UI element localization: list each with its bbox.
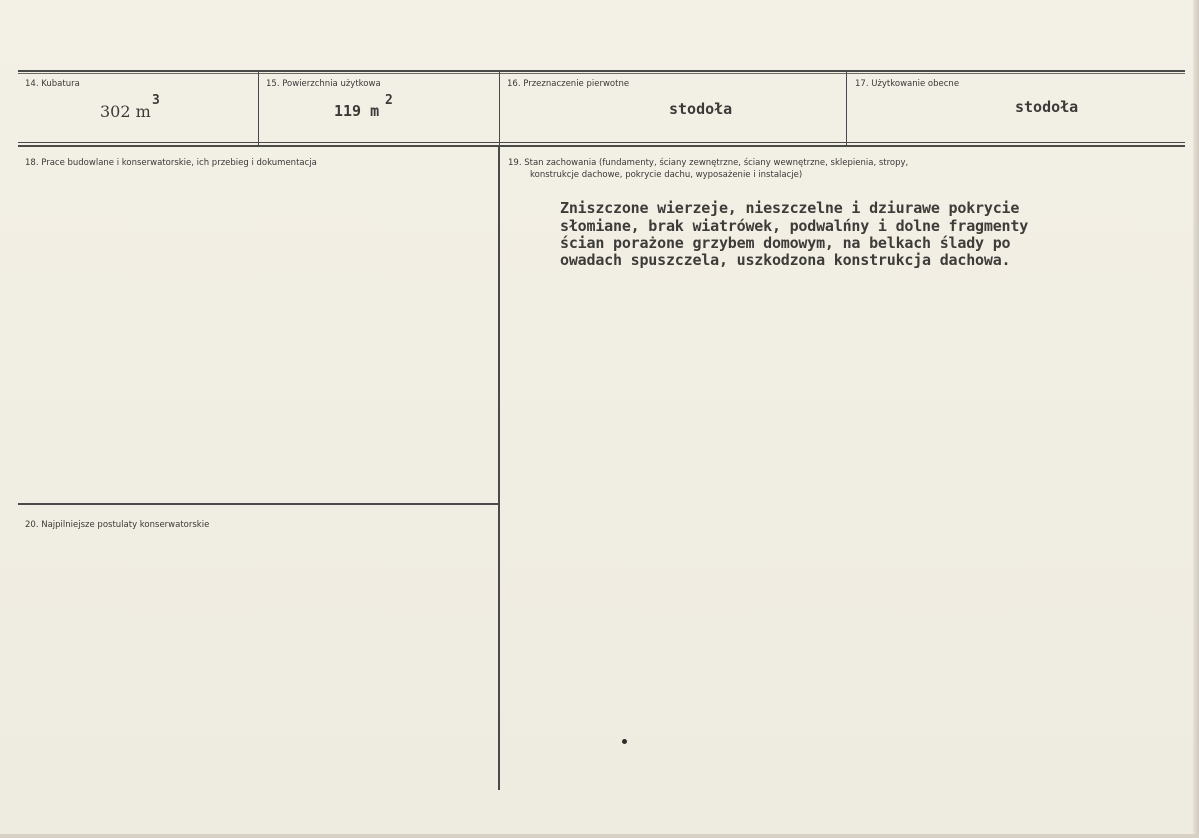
field-15-sup: 2: [385, 93, 393, 108]
field-14-label: 14. Kubatura: [25, 79, 80, 89]
field-14-value: 302 m: [100, 102, 151, 121]
field-20-label: 20. Najpilniejsze postulaty konserwatorskie: [25, 520, 210, 530]
field-15-value: 119 m: [334, 102, 380, 120]
field-15-label: 15. Powierzchnia użytkowa: [266, 79, 381, 89]
top-rule-thin: [18, 73, 1185, 74]
divider-15-16: [499, 72, 500, 145]
field-16-label: 16. Przeznaczenie pierwotne: [507, 79, 630, 89]
condition-text-line: ścian porażone grzybem domowym, na belkach ślady po: [560, 234, 1011, 252]
condition-text-line: Zniszczone wierzeje, nieszczelne i dziurawe pokrycie: [560, 199, 1020, 217]
field-17-label: 17. Użytkowanie obecne: [855, 79, 960, 89]
field-16-value: stodoła: [669, 100, 733, 118]
divider-14-15: [258, 72, 259, 145]
top-rule: [18, 70, 1185, 72]
section-18-20-rule: [18, 503, 498, 505]
row1-bottom-rule: [18, 142, 1185, 143]
card-edge-right: [1193, 0, 1199, 838]
divider-16-17: [846, 72, 847, 145]
row1-bottom-rule-2: [18, 145, 1185, 147]
field-14-sup: 3: [152, 93, 160, 108]
field-19-label-line2: konstrukcje dachowe, pokrycie dachu, wyposażenie i instalacje): [530, 170, 803, 180]
main-divider: [498, 145, 500, 790]
ink-dot: [622, 739, 627, 744]
field-19-label-line1: 19. Stan zachowania (fundamenty, ściany zewnętrzne, ściany wewnętrzne, sklepienia, stropy,: [508, 158, 909, 168]
condition-text-line: owadach spuszczela, uszkodzona konstrukcja dachowa.: [560, 251, 1011, 269]
condition-text-line: słomiane, brak wiatrówek, podwalńny i dolne fragmenty: [560, 217, 1029, 235]
field-18-label: 18. Prace budowlane i konserwatorskie, ich przebieg i dokumentacja: [25, 158, 317, 168]
card-edge-bottom: [0, 834, 1199, 838]
field-17-value: stodoła: [1015, 98, 1079, 116]
